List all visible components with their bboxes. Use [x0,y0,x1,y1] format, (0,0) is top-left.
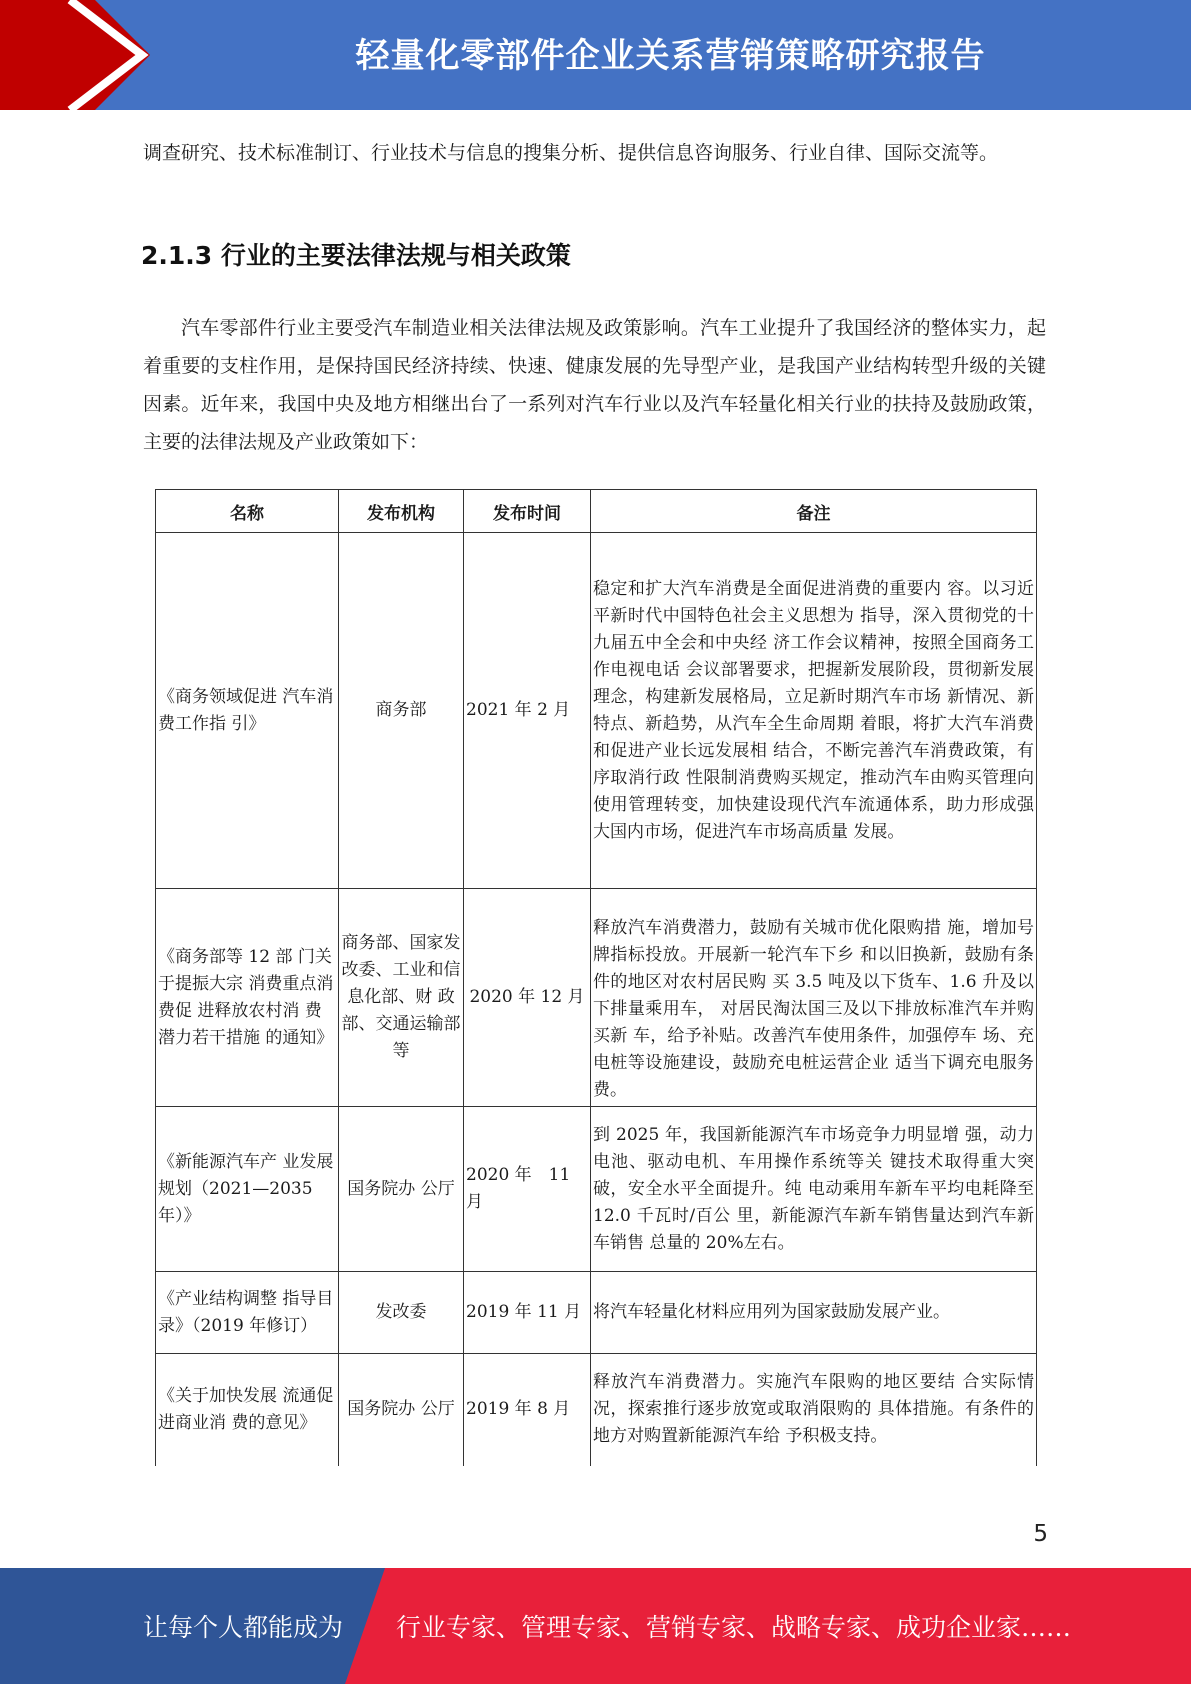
policy-date: 2021 年 2 月 [464,533,591,889]
table-header-row [156,490,1037,533]
policy-note: 将汽车轻量化材料应用列为国家鼓励发展产业。 [591,1272,1037,1354]
table-row [156,533,1037,889]
table-row [156,1107,1037,1272]
header-banner [0,0,1191,110]
footer-slogan-right: 行业专家、管理专家、营销专家、战略专家、成功企业家…… [396,1613,1072,1642]
policy-note: 释放汽车消费潜力。实施汽车限购的地区要结 合实际情况，探索推行逐步放宽或取消限购的 具体措施。有条件的地方对购置新能源汽车给 予积极支持。 [591,1354,1037,1466]
policy-name: 《关于加快发展 流通促进商业消 费的意见》 [156,1354,339,1466]
policy-note: 稳定和扩大汽车消费是全面促进消费的重要内 容。以习近平新时代中国特色社会主义思想为 指导，深入贯彻党的十九届五中全会和中央经 济工作会议精神，按照全国商务工作电视电话 会议部署要求，把握新发展阶段，贯彻新发展 理念，构建新发展格局，立足新时期汽车市场 新情况、新特点、新趋势，从汽车全生命周期 着眼，将扩大汽车消费和促进产业长远发展相 结合，不断完善汽车消费政策，有序取消行政 性限制消费购买规定，推动汽车由购买管理向 使用管理转变，加快建设现代汽车流通体系，助力形成强大国内市场，促进汽车市场高质量 发展。 [591,533,1037,889]
policy-name: 《产业结构调整 指导目录》（2019 年修订） [156,1272,339,1354]
policy-name: 《商务部等 12 部 门关于提振大宗 消费重点消费促 进释放农村消 费潜力若干措施 的通知》 [156,889,339,1107]
policy-org: 国务院办 公厅 [339,1354,464,1466]
report-title: 轻量化零部件企业关系营销策略研究报告 [355,35,986,76]
policy-org: 发改委 [339,1272,464,1354]
policy-date: 2020 年 12 月 [464,889,591,1107]
header-org: 发布机构 [339,490,464,533]
policy-org: 国务院办 公厅 [339,1107,464,1272]
header-note: 备注 [591,490,1037,533]
footer-banner [0,1568,1191,1684]
table-row [156,1354,1037,1466]
table-row [156,889,1037,1107]
policy-date: 2019 年 11 月 [464,1272,591,1354]
footer-slogan-left: 让每个人都能成为 [143,1613,344,1642]
policy-table [155,489,1037,1466]
section-paragraph: 汽车零部件行业主要受汽车制造业相关法律法规及政策影响。汽车工业提升了我国经济的整体实力，起着重要的支柱作用，是保持国民经济持续、快速、健康发展的先导型产业，是我国产业结构转型升级的关键因素。近年来，我国中央及地方相继出台了一系列对汽车行业以及汽车轻量化相关行业的扶持及鼓励政策，主要的法律法规及产业政策如下： [143,317,1046,453]
policy-note: 到 2025 年，我国新能源汽车市场竞争力明显增 强，动力电池、驱动电机、车用操作系统等关 键技术取得重大突破，安全水平全面提升。纯 电动乘用车新车平均电耗降至 12.0 千瓦时/百公 里，新能源汽车新车销售量达到汽车新车销售 总量的 20%左右。 [591,1107,1037,1272]
page-number: 5 [1033,1521,1048,1547]
policy-org: 商务部 [339,533,464,889]
header-name: 名称 [156,490,339,533]
policy-name: 《商务领域促进 汽车消费工作指 引》 [156,533,339,889]
policy-org: 商务部、国家发改委、工业和信 息化部、财 政部、交通运输部等 [339,889,464,1107]
intro-paragraph: 调查研究、技术标准制订、行业技术与信息的搜集分析、提供信息咨询服务、行业自律、国际交流等。 [143,142,999,164]
policy-note: 释放汽车消费潜力，鼓励有关城市优化限购措 施，增加号牌指标投放。开展新一轮汽车下乡 和以旧换新，鼓励有条件的地区对农村居民购 买 3.5 吨及以下货车、1.6 升及以下排量乘用车， 对居民淘汰国三及以下排放标准汽车并购买新 车，给予补贴。改善汽车使用条件，加强停车 场、充电桩等设施建设，鼓励充电桩运营企业 适当下调充电服务费。 [591,889,1037,1107]
section-heading: 2.1.3 行业的主要法律法规与相关政策 [141,241,571,270]
policy-name: 《新能源汽车产 业发展规划（2021—2035 年）》 [156,1107,339,1272]
policy-date: 2019 年 8 月 [464,1354,591,1466]
header-date: 发布时间 [464,490,591,533]
table-row [156,1272,1037,1354]
policy-date: 2020 年 11 月 [464,1107,591,1272]
